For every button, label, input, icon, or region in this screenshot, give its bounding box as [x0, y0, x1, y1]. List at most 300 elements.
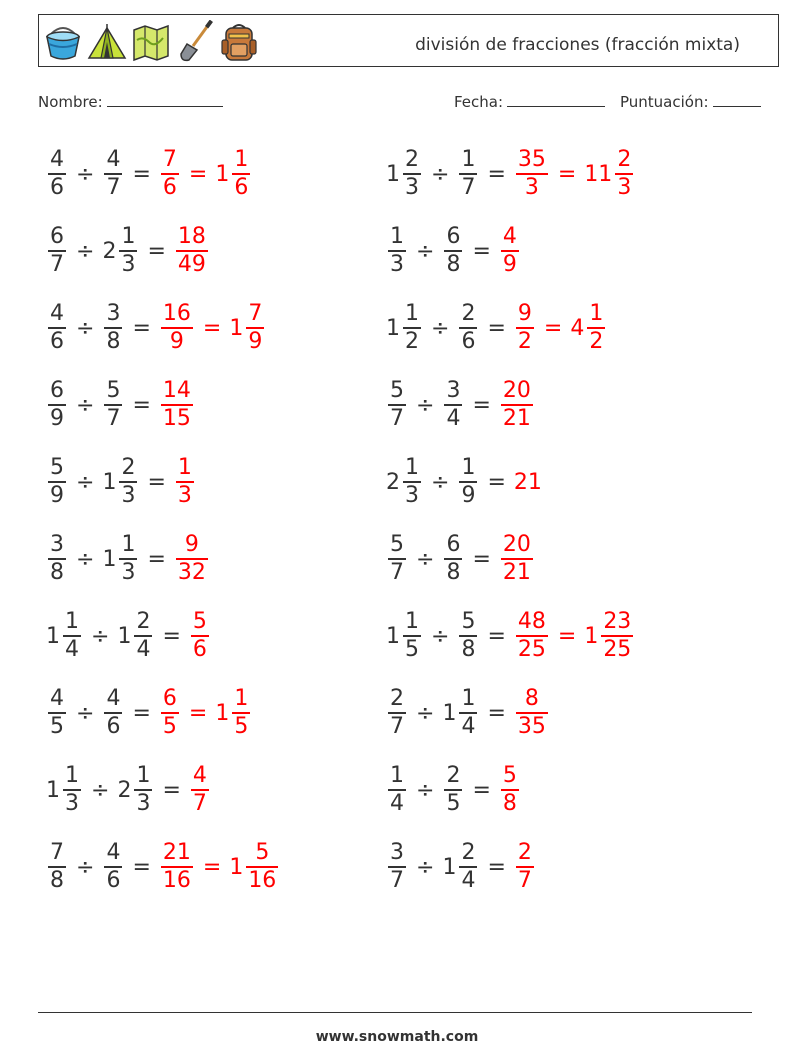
divisor-fraction	[459, 301, 477, 355]
answer-fraction-denominator: 25	[517, 636, 546, 662]
name-line	[107, 92, 223, 107]
dividend-fraction	[48, 686, 66, 740]
dividend-fraction	[388, 840, 406, 894]
answer-fraction	[174, 455, 196, 509]
answer-mixed-numerator: 7	[248, 301, 263, 327]
answer-fraction	[159, 840, 195, 894]
divisor-fraction	[104, 378, 122, 432]
problem-left-5	[46, 449, 196, 515]
answer-fraction-numerator: 2	[517, 840, 532, 866]
answer	[514, 840, 536, 894]
answer-mixed	[584, 147, 635, 201]
divisor-fraction	[459, 147, 477, 201]
divisor-denominator: 7	[461, 174, 476, 200]
score-field	[620, 92, 761, 111]
problem-right-6	[386, 526, 535, 592]
answer	[514, 301, 607, 355]
answer-fraction-numerator: 20	[502, 378, 531, 404]
answer-mixed	[584, 609, 635, 663]
answer-mixed-numerator: 1	[589, 301, 604, 327]
dividend	[386, 301, 423, 355]
answer	[499, 532, 535, 586]
problem-left-6	[46, 526, 210, 592]
backpack-icon	[219, 20, 259, 64]
dividend-fraction	[48, 224, 66, 278]
divisor-denominator: 6	[106, 867, 121, 893]
dividend-numerator: 1	[405, 609, 419, 635]
dividend-denominator: 9	[50, 482, 64, 508]
answer-fraction-denominator: 49	[177, 251, 206, 277]
divide-sign: ÷	[76, 700, 95, 726]
answer-fraction-fraction	[516, 147, 548, 201]
divisor-fraction	[119, 532, 137, 586]
divisor	[442, 532, 464, 586]
divisor-fraction	[104, 301, 122, 355]
answer-mixed-denominator: 9	[248, 328, 263, 354]
divisor-denominator: 4	[136, 636, 151, 662]
equals-sign: =	[132, 392, 151, 418]
answer-fraction-fraction	[501, 378, 533, 432]
equals-sign: =	[472, 238, 491, 264]
name-field	[38, 92, 223, 111]
answer-fraction	[499, 224, 521, 278]
answer	[159, 378, 195, 432]
answer-fraction	[499, 378, 535, 432]
answer-fraction-numerator: 16	[162, 301, 191, 327]
answer-fraction-numerator: 4	[192, 763, 207, 789]
dividend-numerator: 1	[405, 455, 419, 481]
divisor-fraction	[119, 224, 137, 278]
dividend	[386, 224, 408, 278]
answer-mixed-denominator: 16	[248, 867, 277, 893]
answer-mixed-numerator: 23	[603, 609, 632, 635]
divisor-fraction	[444, 224, 462, 278]
divisor-numerator: 5	[461, 609, 476, 635]
footer-divider	[38, 1012, 752, 1013]
answer-mixed	[229, 840, 280, 894]
divisor-whole: 1	[117, 623, 132, 649]
answer-mixed-whole: 4	[570, 315, 585, 341]
answer-fraction-denominator: 6	[192, 636, 207, 662]
equals-sign: =	[162, 623, 181, 649]
answer-fraction-fraction	[501, 763, 519, 817]
answer	[514, 609, 635, 663]
divisor	[442, 686, 479, 740]
answer-fraction-denominator: 15	[162, 405, 191, 431]
dividend-denominator: 3	[405, 482, 419, 508]
dividend-numerator: 3	[390, 840, 404, 866]
answer-fraction-fraction	[161, 840, 193, 894]
divisor-fraction	[119, 455, 137, 509]
dividend	[46, 301, 68, 355]
problem-left-3	[46, 295, 266, 361]
dividend-denominator: 4	[65, 636, 79, 662]
equals-sign: =	[132, 315, 151, 341]
problem-right-4	[386, 372, 535, 438]
divisor-whole: 1	[102, 546, 117, 572]
problem-left-8	[46, 680, 252, 746]
answer-fraction	[514, 609, 550, 663]
answer	[189, 763, 211, 817]
equals-sign: =	[487, 469, 506, 495]
answer-mixed-whole: 1	[229, 315, 244, 341]
answer-fraction	[514, 840, 536, 894]
answer-mixed	[229, 301, 266, 355]
dividend-denominator: 6	[50, 328, 64, 354]
divisor-denominator: 7	[106, 174, 121, 200]
divisor-denominator: 3	[121, 482, 136, 508]
answer-fraction	[189, 763, 211, 817]
equals-sign: =	[487, 161, 506, 187]
answer-mixed-whole: 1	[215, 700, 230, 726]
dividend-numerator: 4	[50, 686, 64, 712]
divisor-numerator: 4	[106, 686, 121, 712]
equals-sign: =	[132, 161, 151, 187]
dividend-numerator: 1	[65, 609, 79, 635]
dividend-fraction	[48, 840, 66, 894]
problem-right-3	[386, 295, 607, 361]
footer-url: www.snowmath.com	[315, 1029, 479, 1045]
answer-fraction-fraction	[176, 224, 208, 278]
dividend-numerator: 2	[405, 147, 419, 173]
answer-whole: 21	[513, 469, 542, 495]
divisor	[442, 763, 464, 817]
problem-left-1	[46, 141, 252, 207]
divide-sign: ÷	[416, 392, 435, 418]
divisor	[117, 609, 154, 663]
answer-mixed-fraction	[246, 301, 264, 355]
divide-sign: ÷	[416, 546, 435, 572]
answer-mixed-denominator: 3	[617, 174, 632, 200]
answer	[499, 378, 535, 432]
answer-fraction-denominator: 32	[177, 559, 206, 585]
answer-fraction-numerator: 20	[502, 532, 531, 558]
answer-fraction-fraction	[161, 147, 179, 201]
answer-fraction-denominator: 7	[192, 790, 207, 816]
divisor-numerator: 1	[461, 455, 476, 481]
equals-sign: =	[147, 238, 166, 264]
answer-mixed-fraction	[232, 686, 250, 740]
answer-fraction-denominator: 6	[162, 174, 177, 200]
answer-mixed-whole: 11	[584, 161, 613, 187]
divisor-denominator: 4	[461, 713, 476, 739]
dividend-numerator: 1	[390, 763, 404, 789]
divisor-denominator: 3	[121, 559, 136, 585]
dividend-fraction	[403, 455, 421, 509]
answer-fraction-denominator: 35	[517, 713, 546, 739]
divide-sign: ÷	[431, 469, 450, 495]
problem-left-4	[46, 372, 195, 438]
date-field	[454, 92, 605, 111]
divisor-numerator: 5	[106, 378, 121, 404]
divide-sign: ÷	[416, 854, 435, 880]
divisor	[117, 763, 154, 817]
dividend-denominator: 6	[50, 174, 64, 200]
divisor-numerator: 4	[106, 840, 121, 866]
answer	[499, 224, 521, 278]
dividend-denominator: 5	[405, 636, 419, 662]
dividend-whole: 1	[386, 161, 400, 187]
divisor	[102, 301, 124, 355]
dividend-numerator: 3	[50, 532, 64, 558]
divisor-denominator: 8	[446, 559, 461, 585]
answer-fraction-denominator: 8	[502, 790, 517, 816]
divisor	[102, 532, 139, 586]
answer-mixed-denominator: 5	[234, 713, 249, 739]
dividend-denominator: 4	[390, 790, 404, 816]
divisor	[457, 301, 479, 355]
answer-fraction	[174, 532, 210, 586]
dividend-whole: 1	[46, 777, 60, 803]
divisor-numerator: 4	[106, 147, 121, 173]
dividend	[386, 532, 408, 586]
divide-sign: ÷	[431, 623, 450, 649]
answer-fraction-numerator: 18	[177, 224, 206, 250]
equals-sign: =	[147, 469, 166, 495]
equals-sign: =	[162, 777, 181, 803]
answer-mixed-fraction	[232, 147, 250, 201]
answer-fraction-numerator: 5	[502, 763, 517, 789]
divisor-whole: 2	[102, 238, 117, 264]
divisor-denominator: 3	[121, 251, 136, 277]
answer-mixed-whole: 1	[584, 623, 599, 649]
divisor-fraction	[459, 840, 477, 894]
divide-sign: ÷	[76, 238, 95, 264]
answer-fraction-fraction	[161, 686, 179, 740]
answer-fraction	[499, 532, 535, 586]
answer-fraction-denominator: 21	[502, 559, 531, 585]
divisor-denominator: 9	[461, 482, 476, 508]
divisor-whole: 1	[102, 469, 117, 495]
answer-fraction	[159, 378, 195, 432]
dividend-denominator: 3	[390, 251, 404, 277]
dividend	[386, 378, 408, 432]
dividend	[46, 147, 68, 201]
dividend-numerator: 5	[50, 455, 64, 481]
dividend-whole: 1	[386, 623, 400, 649]
answer-mixed-whole: 1	[229, 854, 244, 880]
answer-equals-sign: =	[202, 315, 222, 341]
answer	[174, 532, 210, 586]
dividend-whole: 2	[386, 469, 400, 495]
dividend-fraction	[403, 609, 421, 663]
dividend-numerator: 5	[390, 378, 404, 404]
equals-sign: =	[132, 700, 151, 726]
divide-sign: ÷	[76, 392, 95, 418]
divisor-fraction	[134, 763, 152, 817]
divisor-numerator: 2	[461, 301, 476, 327]
problem-right-5	[386, 449, 543, 515]
answer	[514, 686, 550, 740]
problem-left-9	[46, 757, 211, 823]
answer-fraction-fraction	[161, 301, 193, 355]
answer-fraction	[514, 686, 550, 740]
equals-sign: =	[487, 854, 506, 880]
answer-mixed-denominator: 2	[589, 328, 604, 354]
divisor-denominator: 6	[461, 328, 476, 354]
divisor	[457, 147, 479, 201]
equals-sign: =	[487, 315, 506, 341]
dividend-whole: 1	[386, 315, 400, 341]
divisor-numerator: 1	[461, 686, 476, 712]
divide-sign: ÷	[76, 469, 95, 495]
dividend-denominator: 7	[50, 251, 64, 277]
divisor-fraction	[459, 609, 477, 663]
tent-icon	[87, 20, 127, 64]
dividend-fraction	[388, 532, 406, 586]
problem-right-8	[386, 680, 550, 746]
score-label: Puntuación:	[620, 93, 709, 111]
divisor-denominator: 4	[446, 405, 461, 431]
dividend	[46, 532, 68, 586]
answer-fraction	[499, 763, 521, 817]
dividend-fraction	[388, 224, 406, 278]
dividend-fraction	[48, 378, 66, 432]
equals-sign: =	[472, 392, 491, 418]
dividend	[46, 763, 83, 817]
answer-equals-sign: =	[557, 623, 577, 649]
answer-fraction-numerator: 4	[502, 224, 517, 250]
divisor-numerator: 2	[461, 840, 476, 866]
answer-fraction-fraction	[516, 686, 548, 740]
answer-fraction-numerator: 21	[162, 840, 191, 866]
divisor-numerator: 2	[136, 609, 151, 635]
divisor-numerator: 1	[136, 763, 151, 789]
divide-sign: ÷	[76, 546, 95, 572]
answer-fraction-fraction	[176, 455, 194, 509]
answer-fraction-denominator: 9	[169, 328, 184, 354]
answer	[499, 763, 521, 817]
divisor	[457, 455, 479, 509]
problem-right-9	[386, 757, 521, 823]
answer-mixed-numerator: 5	[255, 840, 270, 866]
divide-sign: ÷	[416, 777, 435, 803]
dividend	[46, 686, 68, 740]
answer-fraction-fraction	[501, 224, 519, 278]
answer-fraction-fraction	[176, 532, 208, 586]
answer-mixed	[215, 147, 252, 201]
dividend	[46, 455, 68, 509]
divisor-fraction	[134, 609, 152, 663]
answer-fraction-numerator: 5	[192, 609, 207, 635]
divisor-numerator: 3	[446, 378, 461, 404]
problem-right-2	[386, 218, 521, 284]
divisor-fraction	[444, 532, 462, 586]
date-line	[507, 92, 605, 107]
divisor	[102, 224, 139, 278]
answer-fraction-denominator: 7	[517, 867, 532, 893]
answer-fraction	[159, 686, 181, 740]
divide-sign: ÷	[91, 623, 110, 649]
answer	[159, 147, 252, 201]
answer-fraction-fraction	[516, 609, 548, 663]
dividend	[386, 609, 423, 663]
divisor	[442, 224, 464, 278]
divisor-denominator: 4	[461, 867, 476, 893]
answer-fraction-numerator: 35	[517, 147, 546, 173]
divisor	[102, 840, 124, 894]
answer-mixed-numerator: 2	[617, 147, 632, 173]
dividend-whole: 1	[46, 623, 60, 649]
problem-right-1	[386, 141, 635, 207]
answer-fraction-fraction	[501, 532, 533, 586]
dividend	[46, 224, 68, 278]
answer-fraction-numerator: 8	[524, 686, 539, 712]
divide-sign: ÷	[76, 854, 95, 880]
bucket-icon	[43, 20, 83, 64]
divisor	[442, 840, 479, 894]
divide-sign: ÷	[431, 315, 450, 341]
equals-sign: =	[472, 777, 491, 803]
answer-fraction-numerator: 1	[177, 455, 192, 481]
divide-sign: ÷	[76, 315, 95, 341]
divisor-denominator: 3	[136, 790, 151, 816]
answer	[159, 840, 280, 894]
dividend-numerator: 1	[405, 301, 419, 327]
header-icons	[43, 19, 259, 65]
answer-fraction	[514, 147, 550, 201]
dividend-numerator: 1	[65, 763, 79, 789]
date-label: Fecha:	[454, 93, 504, 111]
divisor-denominator: 8	[461, 636, 476, 662]
answer-fraction-numerator: 48	[517, 609, 546, 635]
dividend-denominator: 3	[65, 790, 79, 816]
answer-fraction-numerator: 6	[162, 686, 177, 712]
dividend-fraction	[48, 147, 66, 201]
dividend-numerator: 4	[50, 301, 64, 327]
divisor-fraction	[444, 378, 462, 432]
divide-sign: ÷	[431, 161, 450, 187]
shovel-icon	[175, 20, 215, 64]
answer-fraction-numerator: 7	[162, 147, 177, 173]
answer-mixed-fraction	[246, 840, 278, 894]
divisor	[102, 686, 124, 740]
equals-sign: =	[487, 700, 506, 726]
answer-mixed-numerator: 1	[234, 686, 249, 712]
answer-fraction-denominator: 5	[162, 713, 177, 739]
dividend-numerator: 4	[50, 147, 64, 173]
divisor	[102, 378, 124, 432]
divide-sign: ÷	[416, 700, 435, 726]
dividend-fraction	[48, 301, 66, 355]
divisor-numerator: 2	[446, 763, 461, 789]
answer-mixed-fraction	[601, 609, 633, 663]
dividend-fraction	[48, 532, 66, 586]
dividend-denominator: 7	[390, 405, 404, 431]
dividend	[386, 686, 408, 740]
dividend-fraction	[388, 686, 406, 740]
dividend	[46, 840, 68, 894]
divisor	[442, 378, 464, 432]
equals-sign: =	[132, 854, 151, 880]
dividend	[386, 455, 423, 509]
answer-equals-sign: =	[543, 315, 563, 341]
divisor-numerator: 1	[121, 224, 136, 250]
answer-equals-sign: =	[188, 161, 208, 187]
dividend-fraction	[48, 455, 66, 509]
divisor-fraction	[104, 840, 122, 894]
answer-mixed-whole: 1	[215, 161, 230, 187]
answer-fraction-denominator: 3	[524, 174, 539, 200]
answer	[189, 609, 211, 663]
answer-fraction-fraction	[191, 609, 209, 663]
header-box	[38, 14, 779, 67]
dividend-denominator: 7	[390, 867, 404, 893]
dividend	[386, 840, 408, 894]
divisor-whole: 1	[442, 854, 457, 880]
divide-sign: ÷	[76, 161, 95, 187]
dividend-numerator: 1	[390, 224, 404, 250]
